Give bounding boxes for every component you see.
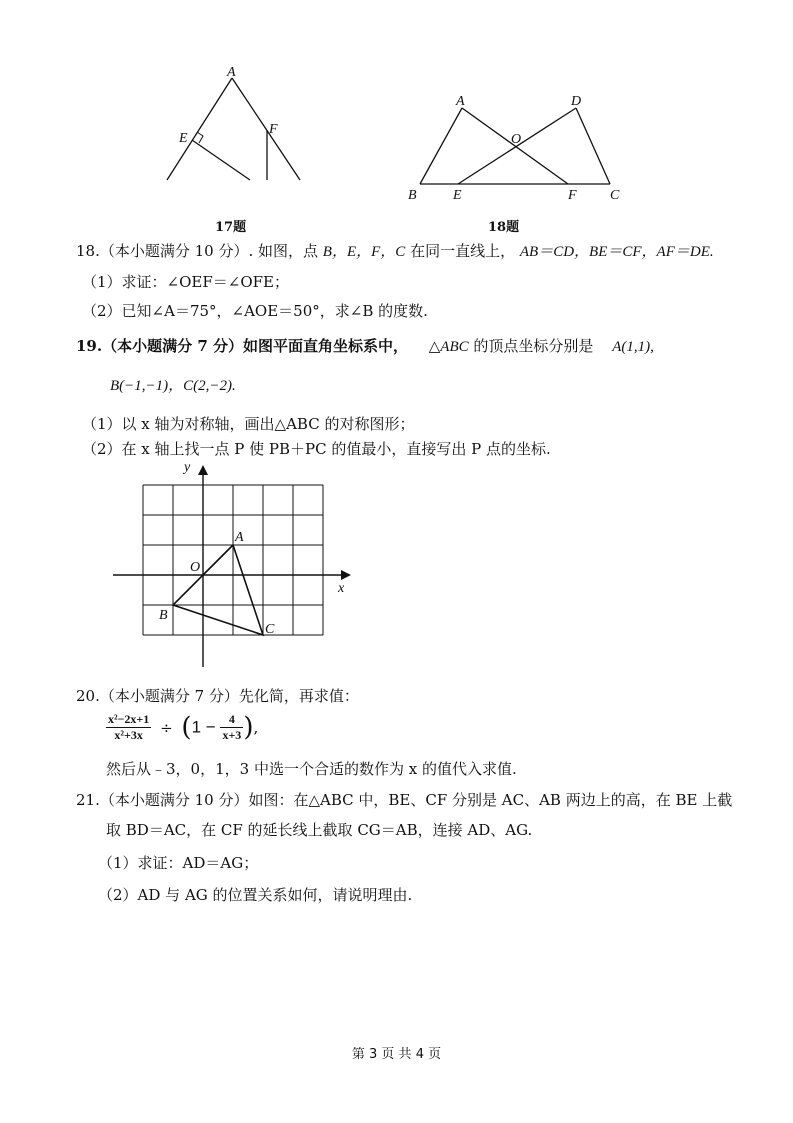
fig18-label-a: A	[456, 94, 465, 109]
q20-divide: ÷	[160, 718, 173, 737]
fig18-label-c: C	[610, 188, 620, 203]
q18-part2: （2）已知∠A＝75°，∠AOE＝50°，求∠B 的度数.	[82, 302, 428, 320]
q19-part1: （1）以 x 轴为对称轴，画出△ABC 的对称图形；	[82, 415, 415, 433]
fig18-label-o: O	[511, 132, 522, 147]
grid-label-y: y	[184, 460, 191, 475]
fig18-label-e: E	[453, 188, 462, 203]
fig17-label-e: E	[179, 131, 188, 146]
q18-head: 18.（本小题满分 10 分）. 如图，点	[76, 242, 319, 260]
grid-label-b: B	[159, 608, 168, 623]
q20-denominator-1: x²+3x	[114, 728, 143, 742]
fig18-caption: 18题	[488, 220, 520, 235]
q19-head: 19.（本小题满分 7 分）如图平面直角坐标系中，	[76, 337, 408, 355]
fig18-label-b: B	[408, 188, 417, 203]
fig18-label-f: F	[568, 188, 577, 203]
q20-line2: 然后从﹣3，0，1，3 中选一个合适的数作为 x 的值代入求值.	[106, 760, 517, 778]
grid-label-x: x	[338, 581, 345, 596]
q19-mid: 的顶点坐标分别是	[473, 337, 594, 355]
q20-numerator-2: 4	[220, 712, 243, 728]
q20-head: 20.（本小题满分 7 分）先化简，再求值：	[76, 687, 359, 705]
q18-line1	[76, 241, 714, 262]
q18-points: B，E，F，C	[322, 244, 406, 260]
q20-fraction-2	[220, 712, 243, 743]
figure-18	[400, 88, 630, 206]
q18-part1: （1）求证：∠OEF＝∠OFE；	[82, 273, 289, 291]
q20-denominator-2: x+3	[222, 728, 242, 742]
q20-one-minus: 1 −	[191, 717, 216, 737]
figure-17	[150, 60, 320, 190]
page-footer: 第 3 页 共 4 页	[351, 1047, 442, 1062]
q18-conditions: AB＝CD，BE＝CF，AF＝DE.	[519, 244, 714, 260]
fig18-label-d: D	[571, 94, 582, 109]
q20-tail: ,	[253, 718, 259, 737]
q21-line2: 取 BD＝AC，在 CF 的延长线上截取 CG＝AB，连接 AD、AG.	[106, 821, 533, 839]
q21-line1: 21.（本小题满分 10 分）如图：在△ABC 中，BE、CF 分别是 AC、AB 两边上的高，在 BE 上截	[76, 791, 733, 809]
q18-mid: 在同一直线上，	[410, 242, 516, 260]
q19-triangle: △ABC	[428, 339, 469, 355]
q19-part2: （2）在 x 轴上找一点 P 使 PB＋PC 的值最小，直接写出 P 点的坐标.	[82, 440, 551, 458]
fig17-caption: 17题	[215, 220, 247, 235]
grid-label-o: O	[190, 560, 201, 575]
q20-fraction-1	[106, 712, 151, 743]
q21-part1: （1）求证：AD＝AG；	[98, 854, 259, 872]
q19-coordinate-grid	[105, 455, 365, 670]
fig17-label-a: A	[227, 65, 236, 80]
q20-expression: $\frac{\text{x²−2x+1}}{\text{x²+3x}}$ ÷ (1 − $\frac{4}{x+3}$ ),	[108, 712, 259, 743]
q20-numerator-1: x²−2x+1	[108, 712, 150, 726]
grid-label-a: A	[235, 530, 244, 545]
q19-line1	[76, 336, 654, 357]
q21-part2: （2）AD 与 AG 的位置关系如何，请说明理由.	[98, 886, 413, 904]
grid-label-c: C	[265, 622, 275, 637]
fig17-label-f: F	[269, 122, 278, 137]
q19-point-a: A(1,1),	[612, 339, 654, 355]
q19-points-bc: B(−1,−1)，C(2,−2).	[110, 378, 236, 394]
